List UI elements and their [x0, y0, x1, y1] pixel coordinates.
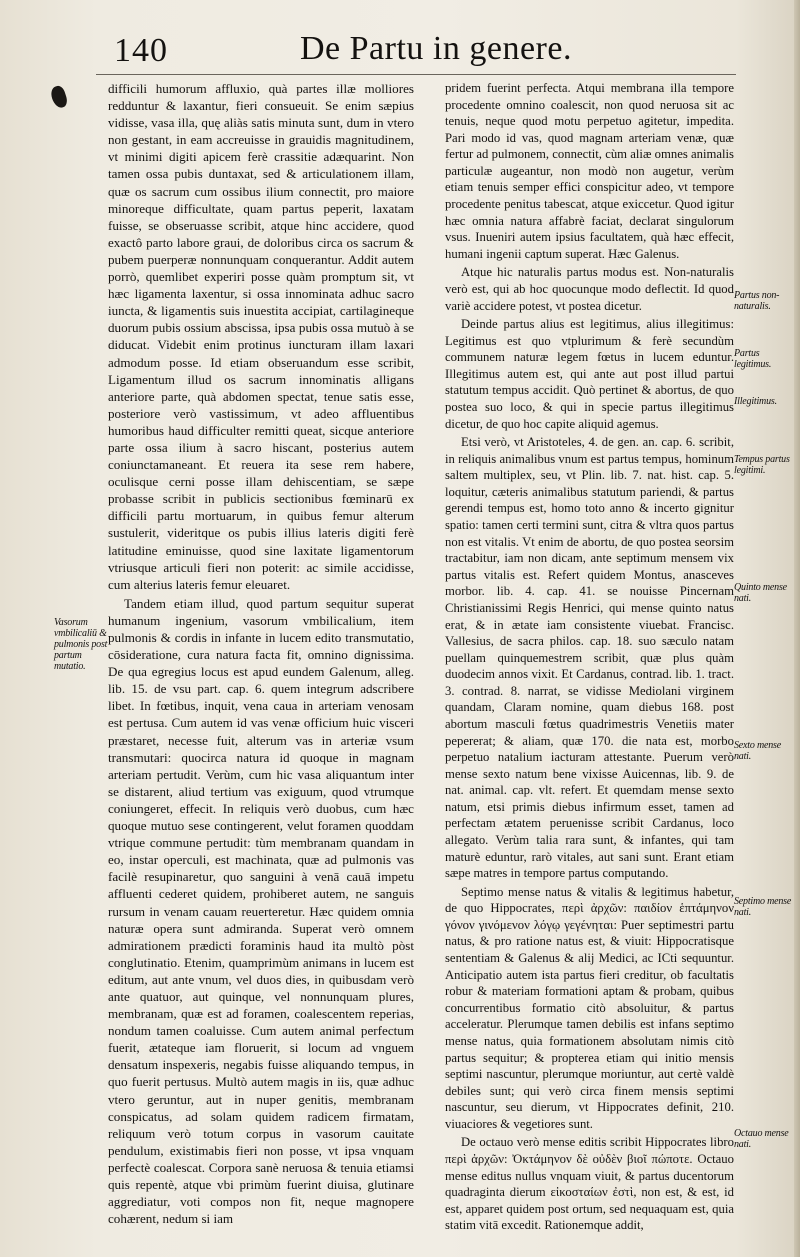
right-paragraph: Deinde partus alius est legitimus, alius illegitimus: Legitimus est quo vtplurimum & ferè secundùm communem naturæ legem fœtus in lucem eduntur. Illegitimus autem est, qui ante aut post illud partui statutum tempus accidit. Quò pertinet & abortus, de quo postea suo loco, & qui in specie partus illegitimus dicetur, de quo hoc capite aliquid agemus. [445, 317, 734, 431]
right-paragraph: pridem fuerint perfecta. Atqui membrana illa tempore procedente omnino coalescit, non quod neruosa sit ac tenuis, neque quod motu perpetuo agitetur, impedita. Pari modo id vas, quod magnam arteriam venæ, quæ fertur ad pulmonem, connectit, cùm aliæ omnes animalis particulæ augeantur, non modò non augetur, verùm etiam tenuis semper effici conspicitur adeo, vt tempore procedente penitus tabescat, atque exiccetur. Quod igitur hæc omnia natura affabrè faciat, declarat singulorum vsus. Inueniri autem ipsius facultatem, quà hæc effecit, humani ingenii captum superat. Hæc Galenus. [445, 81, 734, 261]
margin-note-partus-non-naturalis: Partus non-naturalis. [734, 290, 780, 312]
right-paragraph: Atque hic naturalis partus modus est. Non-naturalis verò est, qui ab hoc quocunque modo deflectit. Id quod variè accidere potest, vt postea dicetur. [445, 265, 734, 313]
margin-note-vasorum: Vasorum vmbilicaliū & pulmonis post partum mutatio. [54, 617, 108, 672]
left-paragraph: difficili humorum affluxio, quà partes illæ molliores redduntur & laxantur, fieri consueuit. Se enim sæpius vidisse, vasa illa, quę aliàs satis minuta sunt, dum in vtero non gestant, in eam accreuisse in grauidis magnitudinem, vt minimi digiti apicem ferè crassitie adæquarint. Non tamen ossa pubis duntaxat, sed & articulationem illam, quæ os sacrum cum ossibus ilium connectit, pro maiore minoreque difficultate, quam partus peperit, laxatam fuisse, se obseruasse scribit, atque hinc accidere, quod exactô parto labore graui, de doloribus circa os sacrum & pubem puerperæ nonnunquam conquerantur. Addit autem porrò, quemlibet experiri posse quàm promptum sit, vt hæc ligamenta laxentur, si ossa innominata adhuc sacro iuncta, & ligamentis suis inuestita accipiat, cartilagineque duorum pubis ossium abscissa, ipsa pubis ossa mutuò à se diducat. Videbit enim protinus iuncturam illam laxari admodum posse. Id etiam obseruandum esse scribit, Ligamentum illud os sacrum innominatis alligans anteriore parte, quà abdomen spectat, tenue satis esse, posteriore verò vastissimum, vt adeo affluentibus humoribus haud difficulter remitti queat, sicque anteriore parte ossa ilium à sacro hiscant, posterius autem coniunctamaneant. Et reuera ita sese rem habere, oculisque cerni posse illam dehiscentiam, se sæpe probasse scribit in publicis sectionibus fœminarū ex difficili partu mortuarum, in quibus femur alterum sustulerit, videritque os pubis illius lateris digiti ferè latitudine eminuisse, quod sine laxitate ligamentorum vtriusque articuli fieri non poterit: ac simile accidisse, cum alterius lateris femur eleuaret. [108, 81, 414, 592]
right-text-column [445, 80, 734, 1234]
left-text-column [108, 80, 414, 1227]
margin-note-quinto-mense: Quinto mense nati. [734, 582, 787, 604]
margin-note-partus-legitimus: Partus legitimus. [734, 348, 772, 370]
margin-note-tempus-partus: Tempus partus legitimi. [734, 454, 790, 476]
right-paragraph: De octauo verò mense editis scribit Hippocrates libro περὶ ἀρχῶν: Ὀκτάμηνον δὲ οὐδὲν βιοῖ πώποτε. Octauo mense editus nullus vnquam viuit, & partus ducentorum quadraginta dierum εἰκοσταίων ἐστὶ, non est, & est, id est, apparet quidem post ortum, sed nequaquam est, quia statim vitā excedit. Rationemque addit, [445, 1135, 734, 1233]
left-paragraph: Tandem etiam illud, quod partum sequitur superat humanum ingenium, vasorum vmbilicalium, item pulmonis & cordis in infante in lucem edito transmutatio, cōsideratione, cura natura facta fit, omnino dignissima. De qua egregius locus est apud eundem Galenum, alleg. lib. 15. de vsu part. cap. 6. quem integrum adscribere libet. In fœtibus, inquit, vena caua in arteriam venosam est pertusa. Cum autem id vas venæ officium huic visceri præstaret, necesse fuit, alterum vas in arteriæ vsum transmutari: quocirca natura id quoque in magnam arteriam pertudit. Verùm, cum hic vasa aliquantum inter se distarent, aliud tertium vas exiguum, quod vtrumque coniungeret, effecit. In reliquis verò duobus, cum hæc quoque mutuo sese contingerent, velut foramen quoddam vtrique commune pertudit: tùm membranam quandam in eo, instar operculi, est machinata, quæ ad pulmonis vas facilè resupinaretur, quo sanguini à venā cauā impetu affluenti cederet quidem, prohiberet autem, ne sanguis rursum in venam cauam reuerteretur. Hæc quidem omnia naturæ opera sunt admiranda. Superat verò omnem admirationem prædicti foraminis haud ita multò pòst conglutinatio. Etenim, quamprimùm animans in lucem est editum, aut ante vnum, vel duos dies, in quibusdam verò ante quatuor, aut quinque, vel nonnunquam plures, membranam, quæ est ad foramen, coalescentem reperias, nondum tamen coaluisse. Cum autem animal perfectum fuerit, ætateque iam floruerit, si locum ad vnguem densatum inspexeris, negabis fuisse aliquando tempus, in quo fuerit pertusus. Multò autem magis in iis, quæ adhuc vtero geruntur, aut in nuper genitis, membranam conspicatus, ad solam quidem radicem firmatam, reliquum verò totum corpus in vasorum cauitate pendulum, existimabis fieri non posse, vt ipsa vnquam perfectè coalescat. Corpora sanè neruosa & tenuia etiamsi quis repentè, atque vbi primùm fuerint diuisa, glutinare aggrediatur, voti compos non fit, neque magnopere cohærent, nedum si iam [108, 595, 414, 1227]
right-paragraph: Etsi verò, vt Aristoteles, 4. de gen. an. cap. 6. scribit, in reliquis animalibus vnum est partus tempus, hominum saltem multiplex, seu, vt Plin. lib. 7. nat. hist. cap. 5. loquitur, cæteris animalibus statutum pariendi, & partus gerendi tempus est, homo toto anno & incerto gignitur spatio: tamen certi termini sunt, citra & vltra quos partus non est vitalis. Vt enim de abortu, de quo postea seorsim tractabitur, iam non dicam, ante septimum mensem vix partus vitalis est. Refert quidem Montus, anasceves morbor. lib. 4. cap. 41. se nouisse Pincernam Christianissimi Regis Henrici, qui mense quinto natus erat, & in ætate iam consistente viuebat. Francisc. Vallesius, de sacra philos. cap. 18. suo sæculo natam puellam quinquemestrem scribit, quæ plus quàm duodecim annos vixit. Et Cardanus, contrad. lib. 1. tract. 3. contrad. 8. narrat, se vidisse Mediolani virginem quandam, Claram nomine, quam diebus 168. post abortum masculi fœtus quadrimestris Venetiis mater pepererat; & aliam, quæ 170. die nata est, morbo perpetuo natalium iacturam attestante. Puerum verò mense sexto natum bene vixisse Auicennas, lib. 9. de nat. animal. cap. vlt. refert. Et quemdam mense sexto natum, etsi primis diebus infirmum esset, tamen ad perfectam ætatem peruenisse scribit Cardanus, loco allegato. Verùm talia rara sunt, & infantes, qui tam maturè eduntur, rarò vitales, aut sani sunt. Erant etiam sæpe matres in tempore partus computando. [445, 435, 734, 881]
margin-note-sexto-mense: Sexto mense nati. [734, 740, 781, 762]
ink-blot-mark [49, 84, 69, 109]
margin-note-septimo-mense: Septimo mense nati. [734, 896, 792, 918]
margin-note-octauo-mense: Octauo mense nati. [734, 1128, 789, 1150]
header-rule [96, 74, 736, 75]
page-header [96, 30, 736, 74]
page-edge-shadow [794, 0, 800, 1257]
margin-note-illegitimus: Illegitimus. [734, 396, 777, 407]
page-number: 140 [114, 32, 168, 69]
right-paragraph: Septimo mense natus & vitalis & legitimus habetur, de quo Hippocrates, περὶ ἀρχῶν: παιδίον ἑπτάμηνον γόνον γινόμενον λόγῳ γεγένηται: Puer septimestri partu natus, & pro ratione natus est, & viuit: Hippocratisque sententiam & Galenus & alij Medici, ac ICti sequuntur. Anticipatio autem ista partus fieri creditur, ob facultatis robur & materiam formationi aptam & probam, quibus concurrentibus formatio citò absoluitur, & partus acceleratur. Plerumque tamen debilis est infans septimo mense natus, quia formationem absolutam nimis citò partus sequitur; & propterea etiam qui initio mensis septimi nascuntur, plerumque moriuntur, aut certè valdè debiles sunt; qui verò circa finem mensis septimi nascuntur, seu dierum, vt Hippocrates definit, 210. viuaciores & vegetiores sunt. [445, 884, 734, 1131]
running-title: De Partu in genere. [300, 30, 572, 67]
